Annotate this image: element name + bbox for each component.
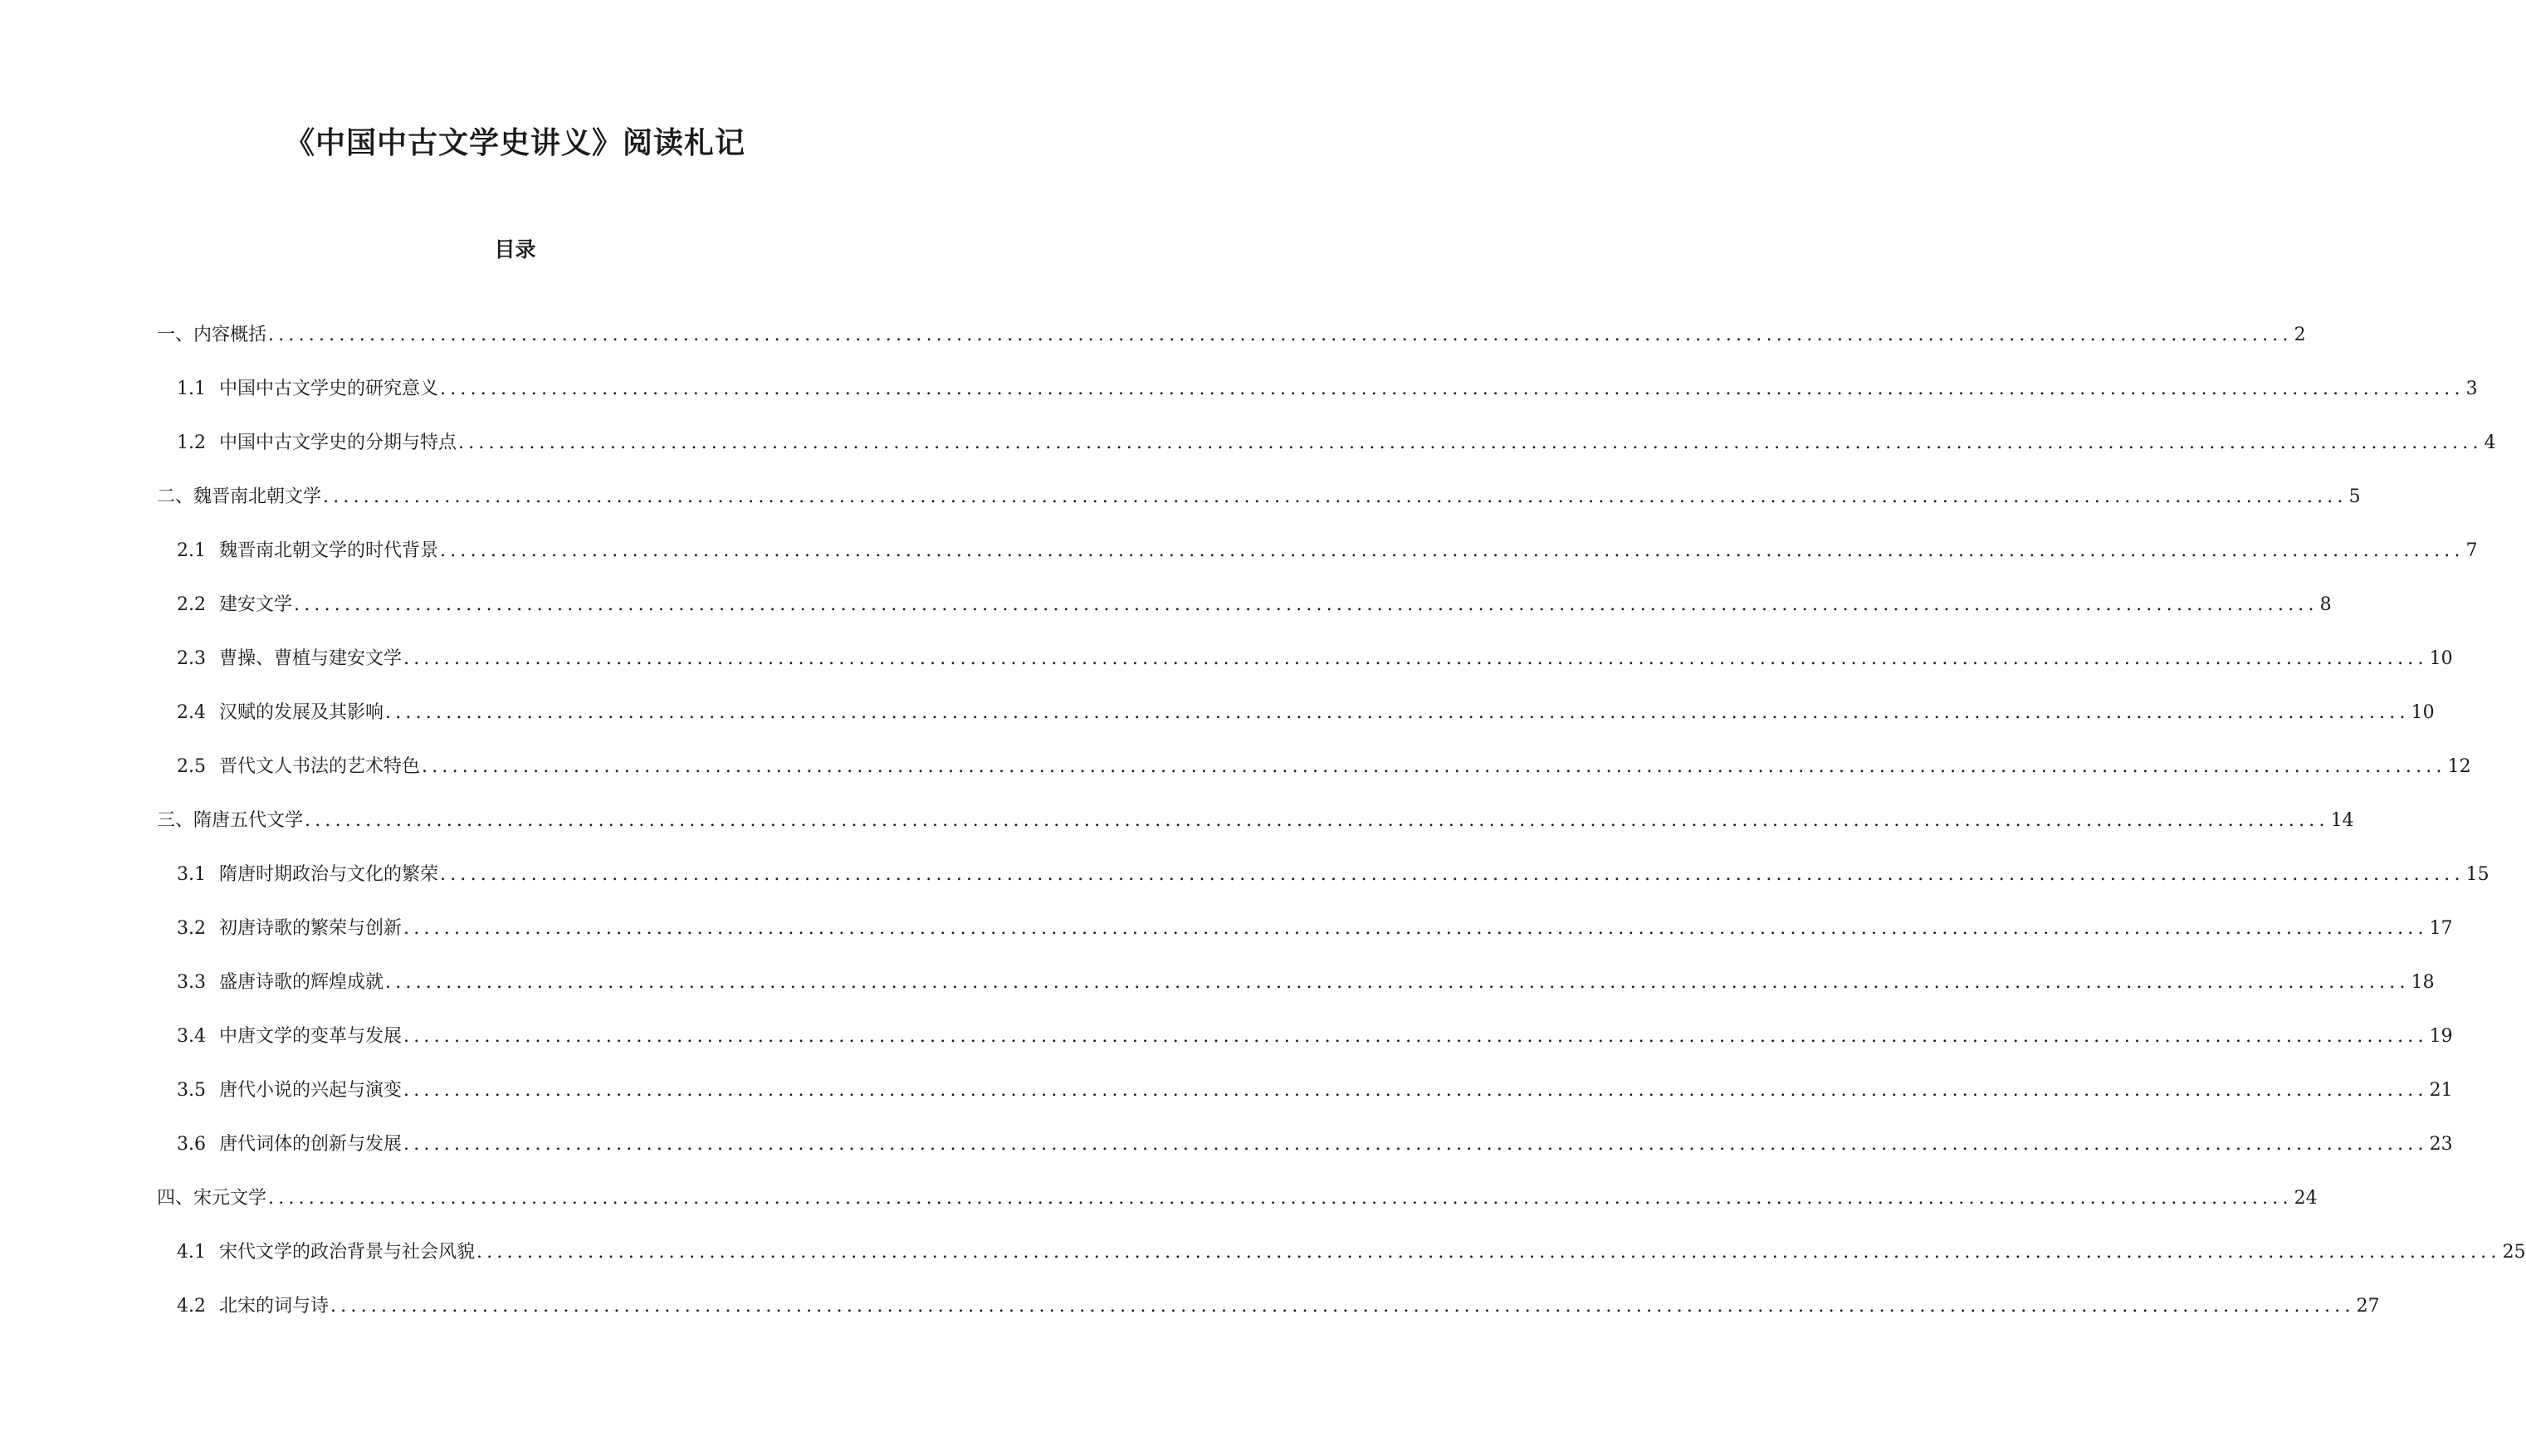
- toc-page-number: 10: [2411, 702, 2435, 723]
- toc-dot-leader: ........................................................................................................................................................................................................: [330, 1296, 2355, 1317]
- toc-page-number: 14: [2330, 810, 2354, 831]
- toc-page-number: 17: [2429, 918, 2453, 939]
- toc-dot-leader: ........................................................................................................................................................................................................: [403, 648, 2428, 669]
- toc-section-entry[interactable]: [157, 1022, 2453, 1076]
- toc-page-number: 27: [2356, 1296, 2380, 1317]
- toc-dot-leader: ........................................................................................................................................................................................................: [385, 702, 2410, 723]
- toc-section-entry[interactable]: [157, 1238, 2526, 1292]
- toc-section-entry[interactable]: [157, 968, 2435, 1022]
- toc-entry-label: [177, 644, 402, 674]
- toc-entry-label: [157, 1184, 266, 1214]
- toc-entry-text: 唐代小说的兴起与演变: [219, 1080, 403, 1101]
- toc-entry-label: [177, 374, 438, 404]
- toc-section-number: 3.6: [177, 1134, 206, 1155]
- toc-page-number: 2: [2294, 325, 2306, 345]
- toc-dot-leader: ........................................................................................................................................................................................................: [440, 540, 2465, 561]
- toc-page-number: 19: [2429, 1026, 2453, 1047]
- toc-entry-text: 魏晋南北朝文学的时代背景: [219, 540, 439, 561]
- toc-entry-label: [177, 752, 420, 782]
- toc-entry-label: [157, 806, 303, 836]
- toc-page-number: 10: [2429, 648, 2453, 669]
- toc-entry-label: [177, 590, 292, 620]
- toc-entry-label: [177, 1130, 402, 1160]
- toc-section-entry[interactable]: [157, 374, 2478, 428]
- toc-entry-label: [177, 1292, 329, 1322]
- toc-entry-label: [177, 1076, 402, 1106]
- toc-entry-text: 唐代词体的创新与发展: [219, 1134, 403, 1155]
- toc-page-number: 15: [2465, 864, 2489, 885]
- toc-entry-text: 北宋的词与诗: [219, 1296, 330, 1317]
- toc-entry-text: 三、隋唐五代文学: [157, 810, 304, 831]
- toc-chapter-entry[interactable]: [157, 482, 2361, 536]
- toc-section-number: 2.1: [177, 540, 206, 561]
- toc-section-number: 3.4: [177, 1026, 206, 1047]
- toc-page-number: 23: [2429, 1134, 2453, 1155]
- toc-section-entry[interactable]: [157, 860, 2489, 914]
- toc-entry-label: [177, 698, 384, 728]
- toc-page-number: 24: [2294, 1188, 2318, 1209]
- toc-section-number: 4.2: [177, 1296, 206, 1317]
- toc-section-number: 1.2: [177, 432, 206, 453]
- toc-entry-label: [177, 914, 402, 944]
- toc-section-entry[interactable]: [157, 1076, 2453, 1130]
- toc-entry-label: [177, 536, 438, 566]
- toc-entry-text: 曹操、曹植与建安文学: [219, 648, 403, 669]
- toc-entry-label: [177, 1022, 402, 1052]
- toc-entry-text: 二、魏晋南北朝文学: [157, 486, 322, 507]
- toc-dot-leader: ........................................................................................................................................................................................................: [385, 972, 2410, 993]
- toc-dot-leader: ........................................................................................................................................................................................................: [403, 1080, 2428, 1101]
- toc-dot-leader: ........................................................................................................................................................................................................: [268, 1188, 2293, 1209]
- toc-page-number: 25: [2502, 1242, 2526, 1263]
- toc-heading: 目录: [494, 237, 536, 261]
- toc-entry-text: 宋代文学的政治背景与社会风貌: [219, 1242, 476, 1263]
- toc-entry-text: 中国中古文学史的研究意义: [219, 379, 439, 399]
- toc-dot-leader: ........................................................................................................................................................................................................: [403, 1026, 2428, 1047]
- toc-entry-text: 初唐诗歌的繁荣与创新: [219, 918, 403, 939]
- toc-section-entry[interactable]: [157, 1130, 2453, 1184]
- toc-section-number: 1.1: [177, 379, 206, 399]
- toc-section-number: 3.2: [177, 918, 206, 939]
- toc-entry-label: [157, 320, 266, 350]
- toc-page-number: 7: [2465, 540, 2478, 561]
- toc-section-number: 2.4: [177, 702, 206, 723]
- toc-dot-leader: ........................................................................................................................................................................................................: [440, 864, 2465, 885]
- toc-dot-leader: ........................................................................................................................................................................................................: [268, 325, 2293, 345]
- toc-section-number: 2.3: [177, 648, 206, 669]
- toc-entry-label: [177, 1238, 475, 1268]
- toc-chapter-entry[interactable]: [157, 320, 2306, 374]
- toc-entry-label: [157, 482, 321, 512]
- toc-section-entry[interactable]: [157, 1292, 2380, 1346]
- toc-section-number: 2.2: [177, 594, 206, 615]
- toc-entry-text: 盛唐诗歌的辉煌成就: [219, 972, 384, 993]
- toc-section-entry[interactable]: [157, 752, 2471, 806]
- toc-section-number: 4.1: [177, 1242, 206, 1263]
- toc-dot-leader: ........................................................................................................................................................................................................: [403, 918, 2428, 939]
- toc-section-number: 3.5: [177, 1080, 206, 1101]
- toc-section-number: 2.5: [177, 756, 206, 777]
- toc-section-entry[interactable]: [157, 644, 2453, 698]
- toc-section-entry[interactable]: [157, 698, 2435, 752]
- toc-section-entry[interactable]: [157, 536, 2478, 590]
- toc-entry-text: 中唐文学的变革与发展: [219, 1026, 403, 1047]
- toc-section-number: 3.1: [177, 864, 206, 885]
- toc-entry-text: 四、宋元文学: [157, 1188, 267, 1209]
- toc-dot-leader: ........................................................................................................................................................................................................: [440, 379, 2465, 399]
- toc-dot-leader: ........................................................................................................................................................................................................: [476, 1242, 2501, 1263]
- toc-entry-text: 中国中古文学史的分期与特点: [219, 432, 457, 453]
- toc-section-number: 3.3: [177, 972, 206, 993]
- toc-dot-leader: ........................................................................................................................................................................................................: [403, 1134, 2428, 1155]
- toc-section-entry[interactable]: [157, 428, 2496, 482]
- toc-dot-leader: ........................................................................................................................................................................................................: [458, 432, 2483, 453]
- toc-page-number: 5: [2348, 486, 2361, 507]
- toc-page-number: 12: [2447, 756, 2471, 777]
- toc-entry-text: 汉赋的发展及其影响: [219, 702, 384, 723]
- toc-page-number: 8: [2319, 594, 2332, 615]
- toc-entry-text: 一、内容概括: [157, 325, 267, 345]
- toc-dot-leader: ........................................................................................................................................................................................................: [323, 486, 2348, 507]
- toc-chapter-entry[interactable]: [157, 1184, 2318, 1238]
- toc-page-number: 21: [2429, 1080, 2453, 1101]
- toc-entry-label: [177, 968, 384, 998]
- table-of-contents: [157, 320, 2526, 1346]
- toc-dot-leader: ........................................................................................................................................................................................................: [305, 810, 2329, 831]
- toc-dot-leader: ........................................................................................................................................................................................................: [422, 756, 2446, 777]
- toc-entry-label: [177, 860, 438, 890]
- toc-section-entry[interactable]: [157, 914, 2453, 968]
- toc-page-number: 18: [2411, 972, 2435, 993]
- toc-section-entry[interactable]: [157, 590, 2332, 644]
- toc-dot-leader: ........................................................................................................................................................................................................: [294, 594, 2318, 615]
- toc-entry-label: [177, 428, 457, 458]
- toc-chapter-entry[interactable]: [157, 806, 2354, 860]
- document-title: 《中国中古文学史讲义》阅读札记: [284, 126, 745, 160]
- toc-entry-text: 晋代文人书法的艺术特色: [219, 756, 421, 777]
- toc-entry-text: 隋唐时期政治与文化的繁荣: [219, 864, 439, 885]
- toc-page-number: 3: [2465, 379, 2478, 399]
- toc-entry-text: 建安文学: [219, 594, 293, 615]
- toc-page-number: 4: [2484, 432, 2496, 453]
